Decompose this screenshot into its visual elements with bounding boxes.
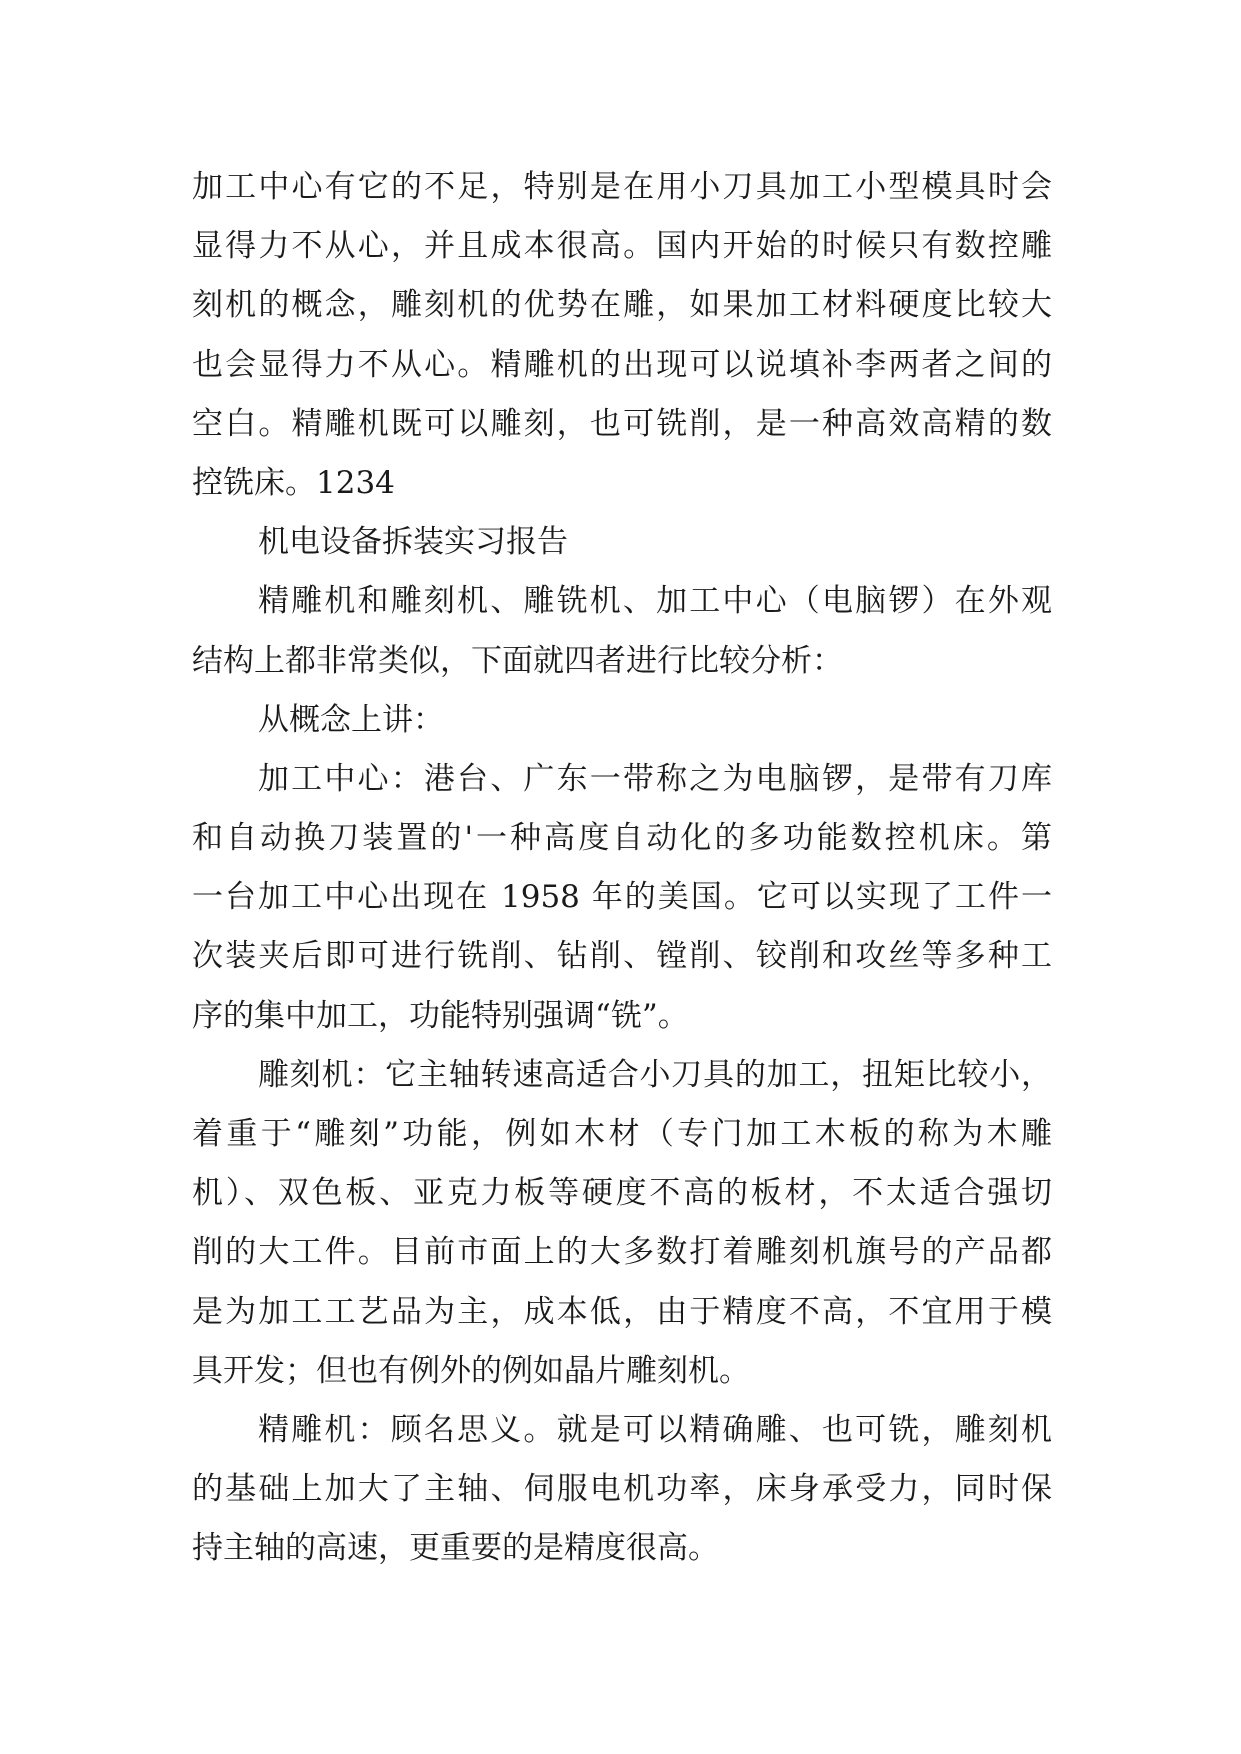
text-line: 结构上都非常类似，下面就四者进行比较分析： [192,642,843,679]
document-body [192,158,1052,1579]
text-line: 精雕机：顾名思义。就是可以精确雕、也可铣，雕刻机 [258,1411,1052,1448]
text-line: 持主轴的高速，更重要的是精度很高。 [192,1530,719,1567]
text-line: 机）、双色板、亚克力板等硬度不高的板材，不太适合强切 [192,1175,1052,1212]
text-line: 加工中心有它的不足，特别是在用小刀具加工小型模具时会 [192,169,1052,205]
text-line: 精雕机和雕刻机、雕铣机、加工中心（电脑锣）在外观 [258,583,1052,620]
text-line: 雕刻机：它主轴转速高适合小刀具的加工，扭矩比较小， [258,1056,1052,1093]
text-line: 序的集中加工，功能特别强调“铣”。 [192,997,689,1034]
text-line: 也会显得力不从心。精雕机的出现可以说填补李两者之间的 [192,346,1052,383]
text-line: 的基础上加大了主轴、伺服电机功率，床身承受力，同时保 [192,1471,1052,1508]
text-line: 显得力不从心，并且成本很高。国内开始的时候只有数控雕 [192,228,1052,265]
text-line: 和自动换刀装置的'一种高度自动化的多功能数控机床。第 [192,820,1052,857]
text-line: 是为加工工艺品为主，成本低，由于精度不高，不宜用于模 [192,1293,1052,1330]
text-line: 从概念上讲： [258,701,444,738]
text-line: 控铣床。1234 [192,464,395,501]
text-line: 一台加工中心出现在 1958 年的美国。它可以实现了工件一 [192,879,1052,916]
section-heading: 机电设备拆装实习报告 [258,524,568,561]
text-line: 削的大工件。目前市面上的大多数打着雕刻机旗号的产品都 [192,1234,1052,1271]
text-line: 空白。精雕机既可以雕刻，也可铣削，是一种高效高精的数 [192,405,1052,442]
text-line: 加工中心：港台、广东一带称之为电脑锣，是带有刀库 [258,760,1052,797]
text-line: 着重于“雕刻”功能，例如木材（专门加工木板的称为木雕 [192,1116,1052,1152]
text-line: 次装夹后即可进行铣削、钻削、镗削、铰削和攻丝等多种工 [192,938,1052,975]
text-line: 具开发；但也有例外的例如晶片雕刻机。 [192,1352,750,1389]
text-line: 刻机的概念，雕刻机的优势在雕，如果加工材料硬度比较大 [192,287,1052,324]
